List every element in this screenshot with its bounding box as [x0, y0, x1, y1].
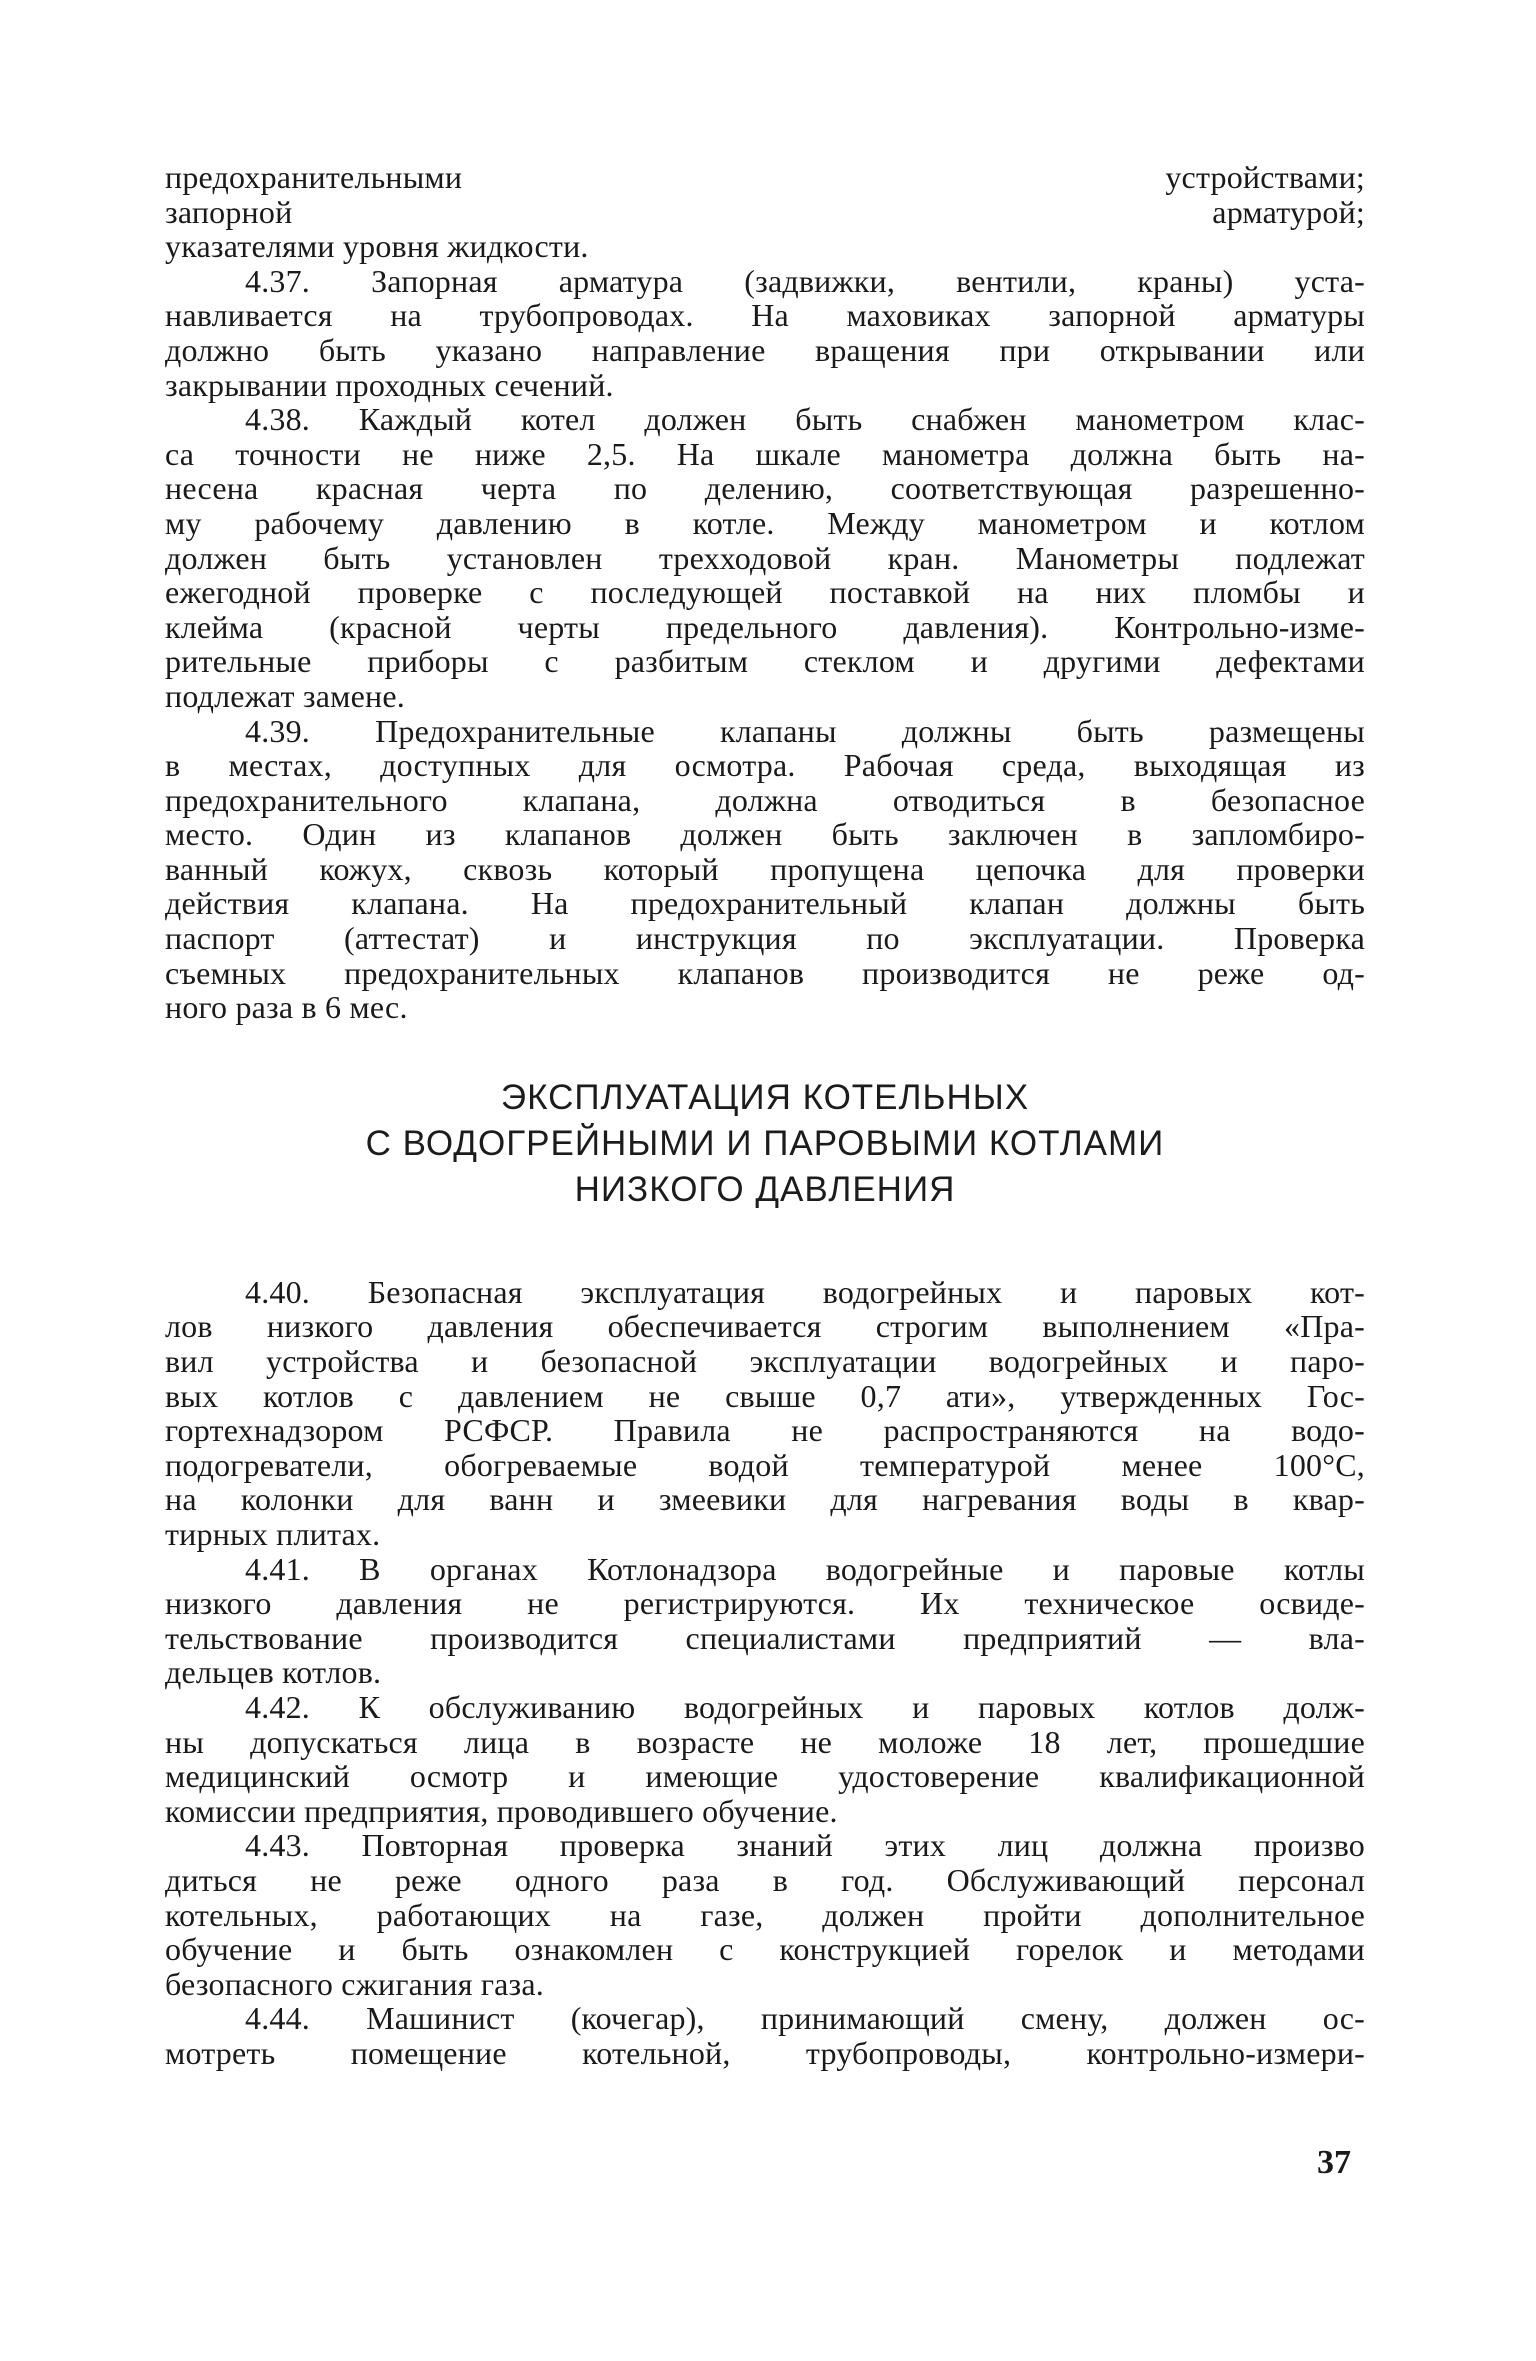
- text-line: вых котлов с давлением не свыше 0,7 ати», утвержденных Гос-: [165, 1377, 1365, 1414]
- text-line: в местах, доступных для осмотра. Рабочая среда, выходящая из: [165, 747, 1365, 784]
- clause-4-40: [165, 1275, 1365, 1552]
- page-number: 37: [1317, 2144, 1351, 2181]
- text-line: 4.41. В органах Котлонадзора водогрейные и паровые котлы: [245, 1550, 1365, 1587]
- text-line: место. Один из клапанов должен быть заключен в запломбиро-: [165, 816, 1365, 853]
- text-line: 4.43. Повторная проверка знаний этих лиц должна произво: [245, 1827, 1365, 1864]
- text-line: 4.42. К обслуживанию водогрейных и паровых котлов долж-: [245, 1688, 1365, 1725]
- text-line: тельствование производится специалистами предприятий — вла-: [165, 1619, 1365, 1656]
- text-line: предохранительного клапана, должна отводиться в безопасное: [165, 781, 1365, 818]
- text-line: предохранительными устройствами;: [165, 159, 1365, 195]
- text-line: 4.38. Каждый котел должен быть снабжен манометром клас-: [245, 401, 1365, 438]
- text-line: 4.39. Предохранительные клапаны должны быть размещены: [245, 712, 1365, 749]
- text-line: ванный кожух, сквозь который пропущена цепочка для проверки: [165, 850, 1365, 887]
- page-body: [165, 160, 1365, 2071]
- clause-4-41: [165, 1552, 1365, 1690]
- text-after-section: [165, 1275, 1365, 2071]
- text-line: мотреть помещение котельной, трубопроводы, контрольно-измери-: [165, 2034, 1365, 2071]
- section-title-line: НИЗКОГО ДАВЛЕНИЯ: [574, 1169, 956, 1209]
- text-line: тирных плитах.: [165, 1516, 381, 1552]
- text-line: обучение и быть ознакомлен с конструкцией горелок и методами: [165, 1931, 1365, 1968]
- text-line: низкого давления не регистрируются. Их техническое освиде-: [165, 1585, 1365, 1622]
- text-line: гортехнадзором РСФСР. Правила не распространяются на водо-: [165, 1412, 1365, 1449]
- text-line: навливается на трубопроводах. На маховиках запорной арматуры: [165, 297, 1365, 334]
- text-line: му рабочему давлению в котле. Между манометром и котлом: [165, 504, 1365, 541]
- clause-4-43: [165, 1828, 1365, 2001]
- text-line: запорной арматурой;: [165, 193, 1365, 230]
- text-line: 4.37. Запорная арматура (задвижки, вентили, краны) уста-: [245, 262, 1365, 299]
- text-line: клейма (красной черты предельного давления). Контрольно-изме-: [165, 608, 1365, 645]
- text-line: должно быть указано направление вращения при открывании или: [165, 331, 1365, 368]
- text-line: рительные приборы с разбитым стеклом и другими дефектами: [165, 643, 1365, 680]
- clause-4-44: [165, 2001, 1365, 2070]
- text-line: подлежат замене.: [165, 677, 405, 714]
- text-line: на колонки для ванн и змеевики для нагревания воды в квар-: [165, 1481, 1365, 1518]
- clause-4-38: [165, 402, 1365, 713]
- text-line: котельных, работающих на газе, должен пройти дополнительное: [165, 1896, 1365, 1933]
- text-line: подогреватели, обогреваемые водой температурой менее 100°С,: [165, 1446, 1365, 1483]
- text-line: вил устройства и безопасной эксплуатации водогрейных и паро-: [165, 1343, 1365, 1380]
- text-before-section: [165, 160, 1365, 1025]
- text-line: съемных предохранительных клапанов производится не реже од-: [165, 954, 1365, 991]
- text-line: указателями уровня жидкости.: [165, 228, 589, 265]
- section-title-line: ЭКСПЛУАТАЦИЯ КОТЕЛЬНЫХ: [500, 1077, 1030, 1117]
- text-line: безопасного сжигания газа.: [165, 1965, 544, 2002]
- text-line: ны допускаться лица в возрасте не моложе 18 лет, прошедшие: [165, 1723, 1365, 1760]
- text-line: ного раза в 6 мес.: [165, 989, 408, 1026]
- text-line: несена красная черта по делению, соответствующая разрешенно-: [165, 470, 1365, 507]
- list-continuation: [165, 160, 1365, 264]
- text-line: лов низкого давления обеспечивается строгим выполнением «Пра-: [165, 1308, 1365, 1345]
- text-line: ежегодной проверке с последующей поставкой на них пломбы и: [165, 574, 1365, 611]
- text-line: медицинский осмотр и имеющие удостоверение квалификационной: [165, 1758, 1365, 1795]
- text-line: закрывании проходных сечений.: [165, 366, 614, 403]
- clause-4-37: [165, 264, 1365, 402]
- text-line: должен быть установлен трехходовой кран. Манометры подлежат: [165, 539, 1365, 576]
- clause-4-39: [165, 714, 1365, 1025]
- text-line: действия клапана. На предохранительный клапан должны быть: [165, 885, 1365, 922]
- clause-4-42: [165, 1690, 1365, 1828]
- text-line: са точности не ниже 2,5. На шкале манометра должна быть на-: [165, 435, 1365, 472]
- text-line: 4.40. Безопасная эксплуатация водогрейных и паровых кот-: [245, 1273, 1365, 1310]
- text-line: диться не реже одного раза в год. Обслуживающий персонал: [165, 1861, 1365, 1898]
- text-line: комиссии предприятия, проводившего обучение.: [165, 1792, 838, 1829]
- text-line: 4.44. Машинист (кочегар), принимающий смену, должен ос-: [245, 2000, 1365, 2037]
- text-line: дельцев котлов.: [165, 1654, 382, 1691]
- section-title-line: С ВОДОГРЕЙНЫМИ И ПАРОВЫМИ КОТЛАМИ: [365, 1123, 1165, 1163]
- section-title: [165, 1075, 1365, 1213]
- text-line: паспорт (аттестат) и инструкция по эксплуатации. Проверка: [165, 920, 1365, 957]
